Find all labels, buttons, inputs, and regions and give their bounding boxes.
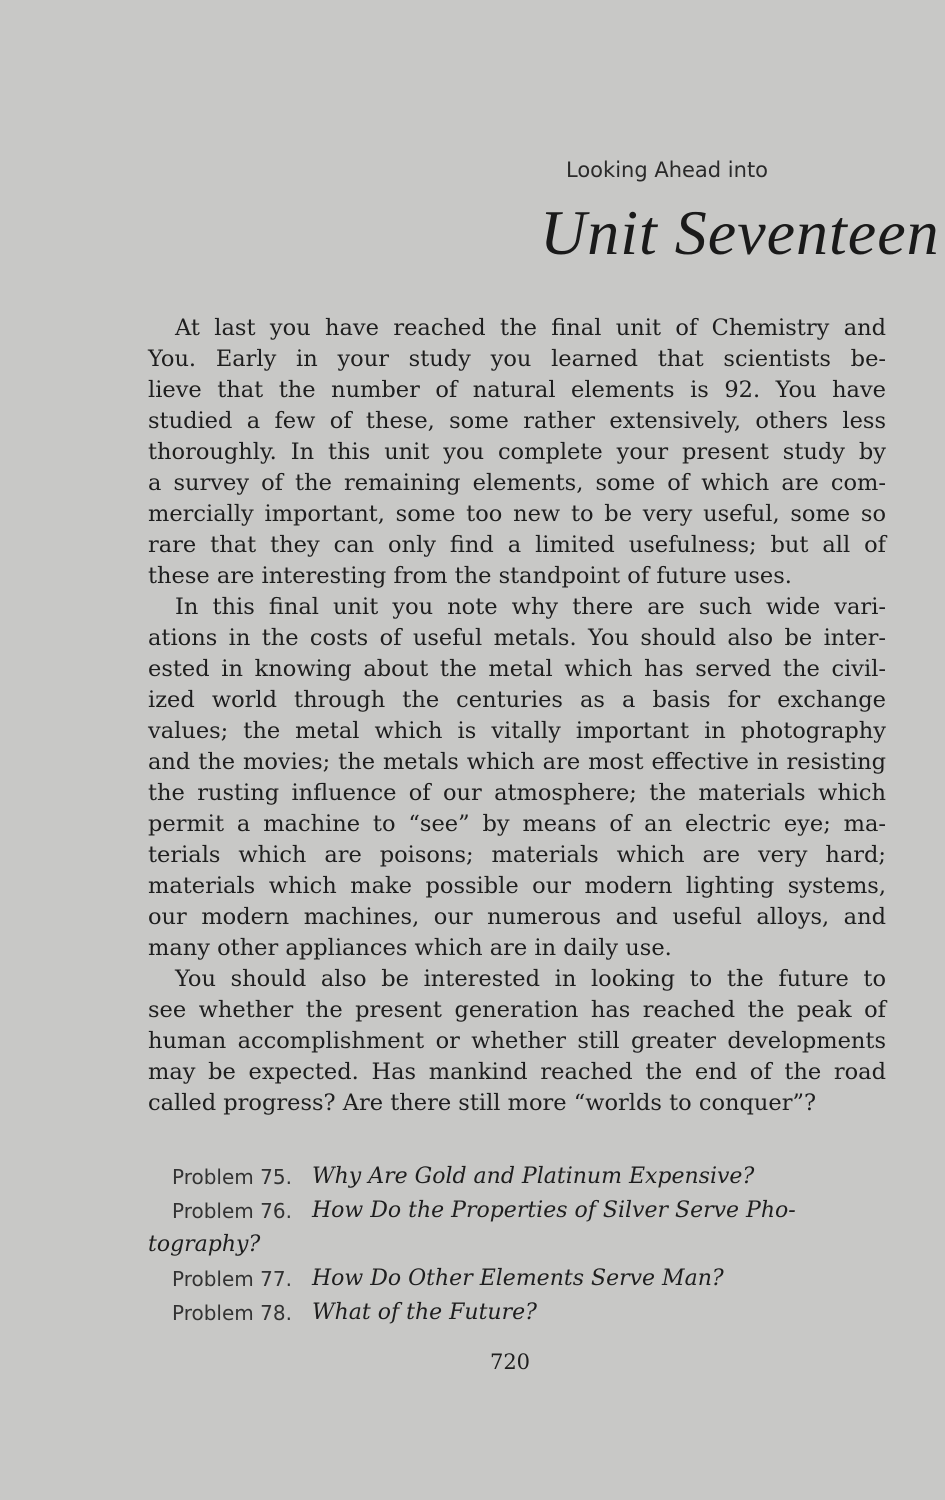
text-line: ized world through the centuries as a basis for exchange xyxy=(148,687,886,713)
text-line: terials which are poisons; materials which are very hard; xyxy=(148,842,886,868)
problem-number: Problem 78. xyxy=(172,1301,292,1325)
problem-item xyxy=(148,1296,886,1330)
text-line: human accomplishment or whether still greater developments xyxy=(148,1028,886,1054)
problem-item xyxy=(148,1194,886,1228)
text-line: the rusting influence of our atmosphere; the materials which xyxy=(148,780,886,806)
problem-number: Problem 76. xyxy=(172,1199,292,1223)
text-line: mercially important, some too new to be very useful, some so xyxy=(148,501,886,527)
page-number: 720 xyxy=(489,1350,531,1374)
text-line: our modern machines, our numerous and useful alloys, and xyxy=(148,904,886,930)
text-line: called progress? Are there still more “worlds to conquer”? xyxy=(148,1090,817,1116)
problem-item xyxy=(148,1160,886,1194)
text-line: materials which make possible our modern lighting systems, xyxy=(148,873,886,899)
text-line: lieve that the number of natural elements is 92. You have xyxy=(148,377,886,403)
text-line: At last you have reached the final unit of Chemistry and xyxy=(175,315,886,341)
problem-number: Problem 77. xyxy=(172,1267,292,1291)
unit-title: Unit Seventeen xyxy=(540,197,940,268)
problem-number: Problem 75. xyxy=(172,1165,292,1189)
text-line: ations in the costs of useful metals. You should also be inter- xyxy=(148,625,886,651)
text-line: You. Early in your study you learned that scientists be- xyxy=(148,346,886,372)
text-line: thoroughly. In this unit you complete your present study by xyxy=(148,439,886,465)
text-line: In this final unit you note why there are such wide vari- xyxy=(175,594,886,620)
text-line: many other appliances which are in daily use. xyxy=(148,935,672,961)
text-line: ested in knowing about the metal which has served the civil- xyxy=(148,656,886,682)
text-line: may be expected. Has mankind reached the end of the road xyxy=(148,1059,886,1085)
unit-kicker: Looking Ahead into xyxy=(566,158,769,182)
problem-title-cont: tography? xyxy=(148,1232,261,1257)
problem-list xyxy=(148,1160,886,1330)
problem-title: Why Are Gold and Platinum Expensive? xyxy=(312,1164,755,1189)
text-line: see whether the present generation has reached the peak of xyxy=(148,997,886,1023)
text-line: studied a few of these, some rather extensively, others less xyxy=(148,408,886,434)
text-line: and the movies; the metals which are most effective in resisting xyxy=(148,749,886,775)
problem-item-continued xyxy=(148,1228,886,1262)
body-text xyxy=(148,313,886,1119)
problem-title: How Do Other Elements Serve Man? xyxy=(312,1266,724,1291)
text-line: permit a machine to “see” by means of an electric eye; ma- xyxy=(148,811,886,837)
problem-title: How Do the Properties of Silver Serve Pho- xyxy=(312,1198,796,1223)
text-line: You should also be interested in looking to the future to xyxy=(175,966,886,992)
text-line: values; the metal which is vitally important in photography xyxy=(148,718,886,744)
text-line: rare that they can only find a limited usefulness; but all of xyxy=(148,532,886,558)
problem-title: What of the Future? xyxy=(312,1300,537,1325)
text-line: these are interesting from the standpoint of future uses. xyxy=(148,563,792,589)
problem-item xyxy=(148,1262,886,1296)
text-line: a survey of the remaining elements, some of which are com- xyxy=(148,470,886,496)
